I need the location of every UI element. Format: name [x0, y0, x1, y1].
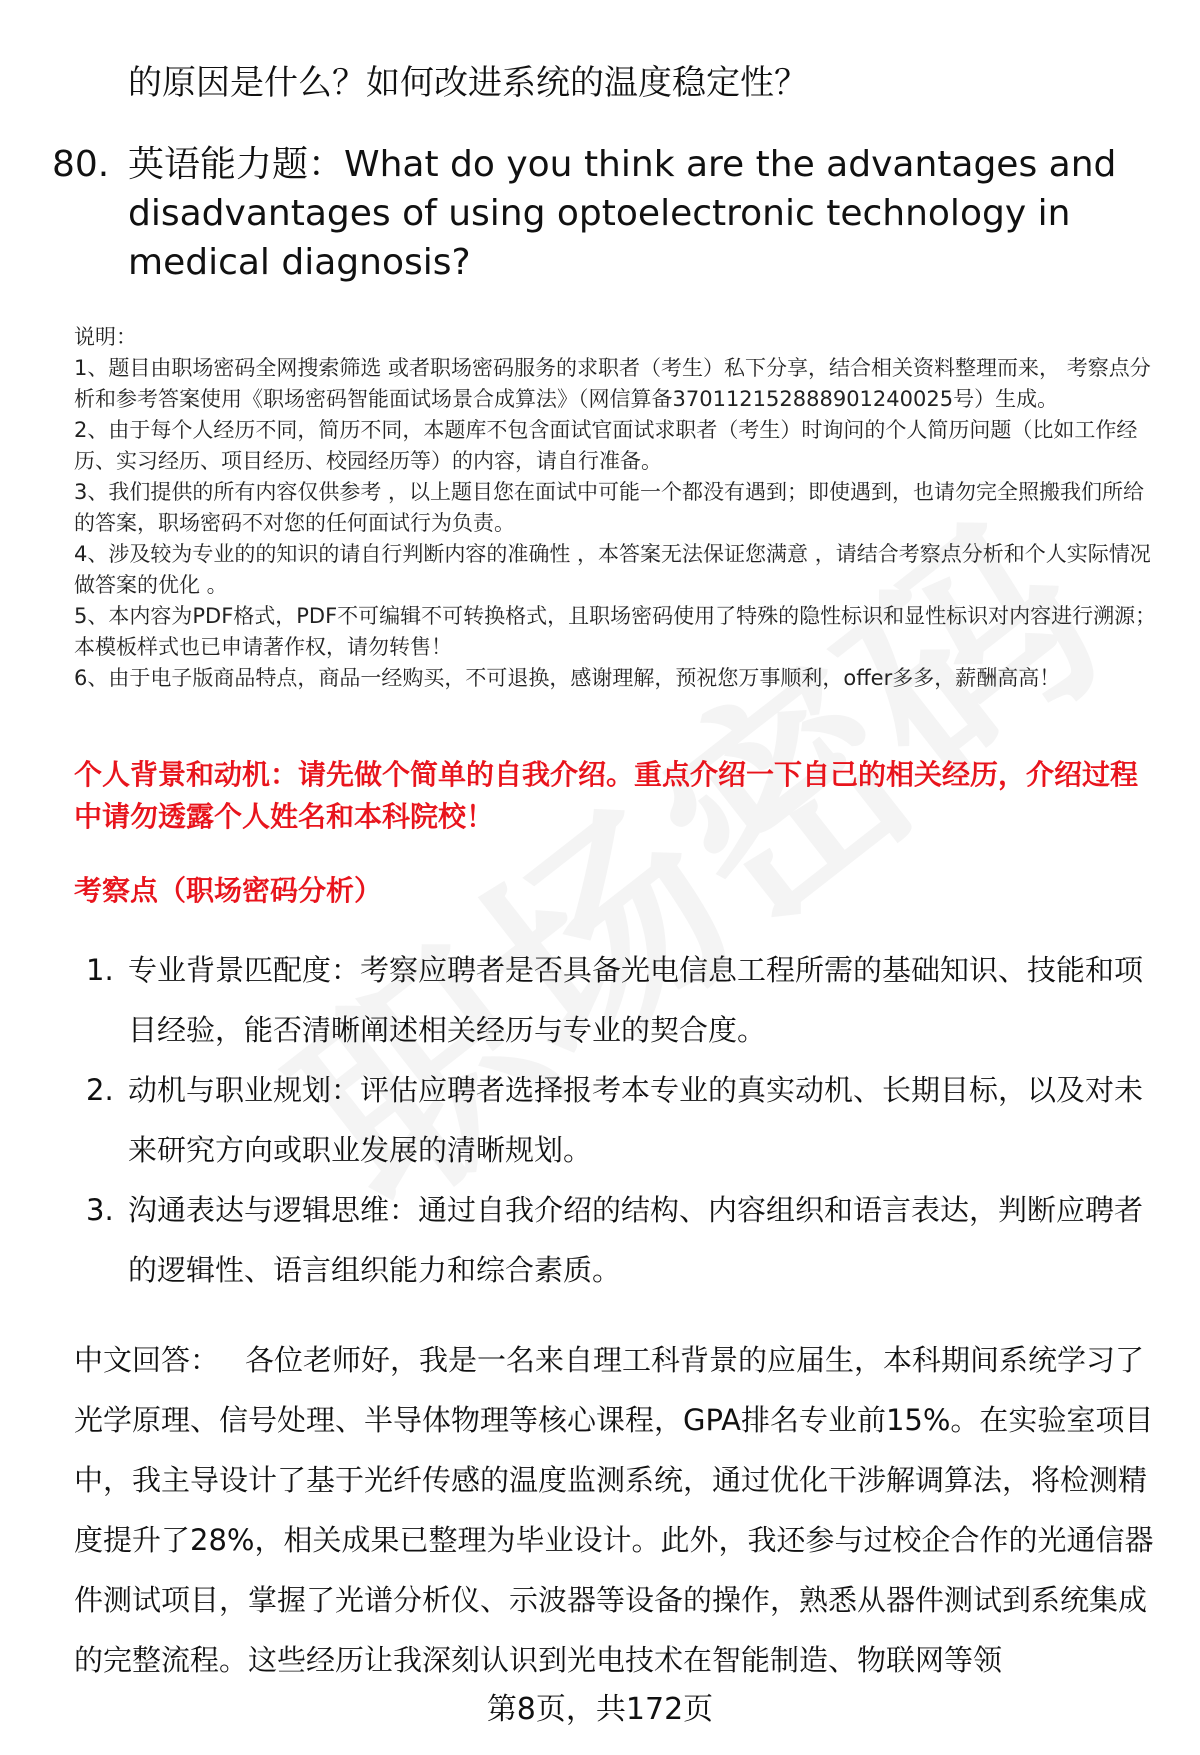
note-item: 2、由于每个人经历不同，简历不同，本题库不包含面试官面试求职者（考生）时询问的个人简历问题（比如工作经历、实习经历、项目经历、校园经历等）的内容，请自行准备。 — [74, 418, 1138, 473]
note-item: 3、我们提供的所有内容仅供参考 ，以上题目您在面试中可能一个都没有遇到；即使遇到，也请勿完全照搬我们所给的答案，职场密码不对您的任何面试行为负责。 — [74, 480, 1145, 535]
previous-question-tail: 的原因是什么？如何改进系统的温度稳定性？ — [128, 63, 808, 103]
main-question: 个人背景和动机：请先做个简单的自我介绍。重点介绍一下自己的相关经历，介绍过程中请勿透露个人姓名和本科院校！ — [74, 758, 1139, 833]
page-footer: 第8页，共172页 — [486, 1692, 714, 1727]
point-number: 1. — [86, 953, 114, 987]
point-text: 动机与职业规划：评估应聘者选择报考本专业的真实动机、长期目标，以及对未来研究方向或职业发展的清晰规划。 — [128, 1073, 1144, 1167]
point-number: 2. — [86, 1073, 114, 1107]
point-number: 3. — [86, 1193, 114, 1227]
disclaimer-notes — [74, 322, 1164, 694]
note-item: 4、涉及较为专业的的知识的请自行判断内容的准确性 ，本答案无法保证您满意 ，请结合考察点分析和个人实际情况做答案的优化 。 — [74, 542, 1151, 597]
analysis-title: 考察点（职场密码分析） — [74, 874, 383, 907]
analysis-point — [74, 1180, 1154, 1300]
note-item: 1、题目由职场密码全网搜索筛选 或者职场密码服务的求职者（考生）私下分享，结合相关资料整理而来， 考察点分析和参考答案使用《职场密码智能面试场景合成算法》（网信算备370112152888901240025号）生成。 — [74, 356, 1151, 411]
answer-label: 中文回答： — [74, 1343, 220, 1377]
question-text: 英语能力题：What do you think are the advantages and disadvantages of using optoelectronic technology in medical diagnosis? — [128, 144, 1117, 283]
analysis-points — [74, 940, 1154, 1300]
answer-section — [74, 1330, 1164, 1690]
point-text: 沟通表达与逻辑思维：通过自我介绍的结构、内容组织和语言表达，判断应聘者的逻辑性、语言组织能力和综合素质。 — [128, 1193, 1144, 1287]
note-item: 5、本内容为PDF格式，PDF不可编辑不可转换格式，且职场密码使用了特殊的隐性标识和显性标识对内容进行溯源；本模板样式也已申请著作权，请勿转售！ — [74, 604, 1157, 659]
notes-heading: 说明： — [74, 325, 137, 349]
question-number: 80. — [52, 144, 110, 185]
point-text: 专业背景匹配度：考察应聘者是否具备光电信息工程所需的基础知识、技能和项目经验，能否清晰阐述相关经历与专业的契合度。 — [128, 953, 1144, 1047]
note-item: 6、由于电子版商品特点，商品一经购买，不可退换，感谢理解，预祝您万事顺利，offer多多，薪酬高高！ — [74, 666, 1061, 690]
analysis-point — [74, 1060, 1154, 1180]
analysis-point — [74, 940, 1154, 1060]
answer-text: 各位老师好，我是一名来自理工科背景的应届生，本科期间系统学习了光学原理、信号处理、半导体物理等核心课程，GPA排名专业前15%。在实验室项目中，我主导设计了基于光纤传感的温度监测系统，通过优化干涉解调算法，将检测精度提升了28%，相关成果已整理为毕业设计。此外，我还参与过校企合作的光通信器件测试项目，掌握了光谱分析仪、示波器等设备的操作，熟悉从器件测试到系统集成的完整流程。这些经历让我深刻认识到光电技术在智能制造、物联网等领 — [74, 1343, 1154, 1677]
question-80 — [52, 140, 1152, 287]
